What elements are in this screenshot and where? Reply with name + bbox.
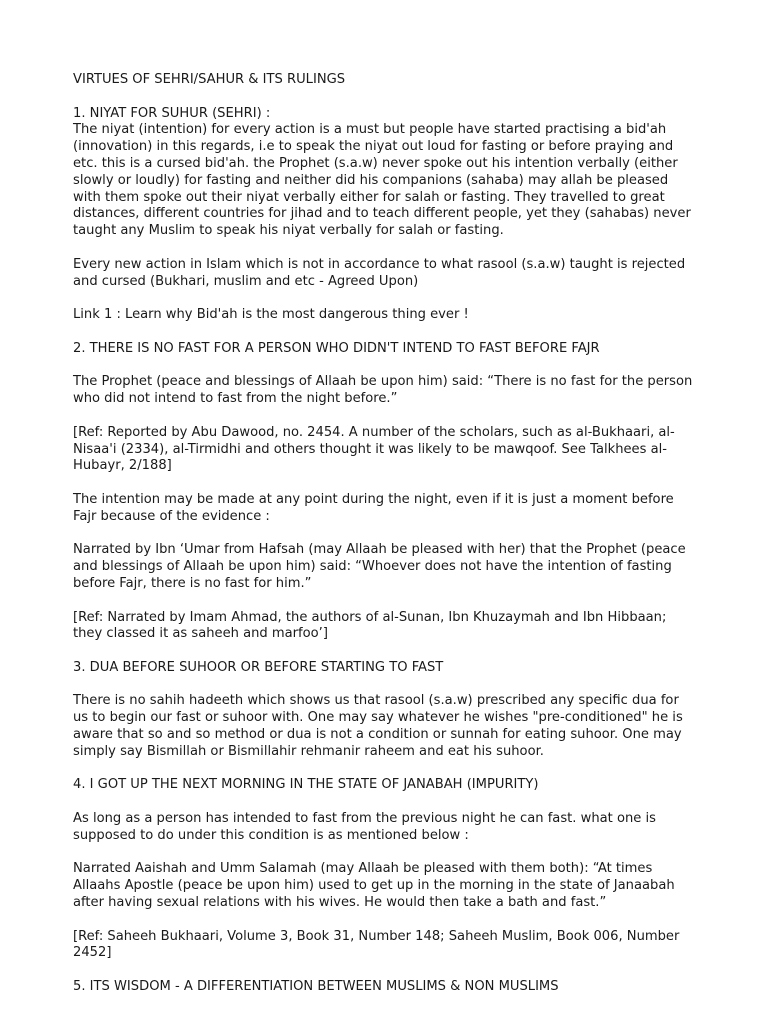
section-1-text: 1. NIYAT FOR SUHUR (SEHRI) : The niyat (intention) for every action is a must but people have started practising a bid'ah (innovation) in this regards, i.e to speak the niyat out loud for fasting or before praying and etc. this is a cursed bid'ah. the Prophet (s.a.w) never spoke out his intention verbally (either slowly or loudly) for fasting and neither did his companions (sahaba) may allah be pleased with them spoke out their niyat verbally either for salah or fasting. They travelled to great distances, different countries for jihad and to teach different people, yet they (sahabas) never taught any Muslim to speak his niyat verbally for salah or fasting.	[73, 105, 691, 239]
paragraph-no-fast: The Prophet (peace and blessings of Allaah be upon him) said: “There is no fast for the person who did not intend to fast from the night before.”	[73, 374, 693, 407]
paragraph-intention-night: The intention may be made at any point during the night, even if it is just a moment before Fajr because of the evidence :	[73, 491, 674, 524]
section-4-heading: 4. I GOT UP THE NEXT MORNING IN THE STATE OF JANABAH (IMPURITY)	[73, 777, 539, 793]
reference-bukhaari: [Ref: Saheeh Bukhaari, Volume 3, Book 31, Number 148; Saheeh Muslim, Book 006, Number 2452]	[73, 928, 680, 961]
section-3-heading: 3. DUA BEFORE SUHOOR OR BEFORE STARTING TO FAST	[73, 659, 444, 675]
document-title: VIRTUES OF SEHRI/SAHUR & ITS RULINGS	[73, 72, 346, 87]
section-2-heading: 2. THERE IS NO FAST FOR A PERSON WHO DIDN'T INTEND TO FAST BEFORE FAJR	[73, 340, 600, 356]
reference-imam-ahmad: [Ref: Narrated by Imam Ahmad, the authors of al-Sunan, Ibn Khuzaymah and Ibn Hibbaan; they classed it as saheeh and marfoo’]	[73, 609, 667, 642]
paragraph-intended-fast: As long as a person has intended to fast from the previous night he can fast. what one is supposed to do under this condition is as mentioned below :	[73, 811, 656, 843]
link-bidah[interactable]: Link 1 : Learn why Bid'ah is the most dangerous thing ever !	[73, 307, 469, 323]
paragraph-hafsah: Narrated by Ibn ‘Umar from Hafsah (may Allaah be pleased with her) that the Prophet (peace and blessings of Allaah be upon him) said: “Whoever does not have the intention of fasting before Fajr, there is no fast for him.”	[73, 542, 686, 591]
section-5-heading: 5. ITS WISDOM - A DIFFERENTIATION BETWEEN MUSLIMS & NON MUSLIMS	[73, 979, 559, 995]
document-page	[73, 72, 698, 1013]
paragraph-bidah-rejected: Every new action in Islam which is not in accordance to what rasool (s.a.w) taught is rejected and cursed (Bukhari, muslim and etc - Agreed Upon)	[73, 256, 686, 289]
paragraph-dua: There is no sahih hadeeth which shows us that rasool (s.a.w) prescribed any specific dua for us to begin our fast or suhoor with. One may say whatever he wishes "pre-conditioned" he is aware that so and so method or dua is not a condition or sunnah for eating suhoor. One may simply say Bismillah or Bismillahir rehmanir raheem and eat his suhoor.	[73, 693, 683, 759]
paragraph-aaishah: Narrated Aaishah and Umm Salamah (may Allaah be pleased with them both): “At times Allaahs Apostle (peace be upon him) used to get up in the morning in the state of Janaabah after having sexual relations with his wives. He would then take a bath and fast.”	[73, 861, 675, 911]
reference-abu-dawood: [Ref: Reported by Abu Dawood, no. 2454. A number of the scholars, such as al-Bukhaari, al-Nisaa'i (2334), al-Tirmidhi and others thought it was likely to be mawqoof. See Talkhees al-Hubayr, 2/188]	[73, 424, 675, 474]
section-1-heading	[73, 106, 698, 240]
